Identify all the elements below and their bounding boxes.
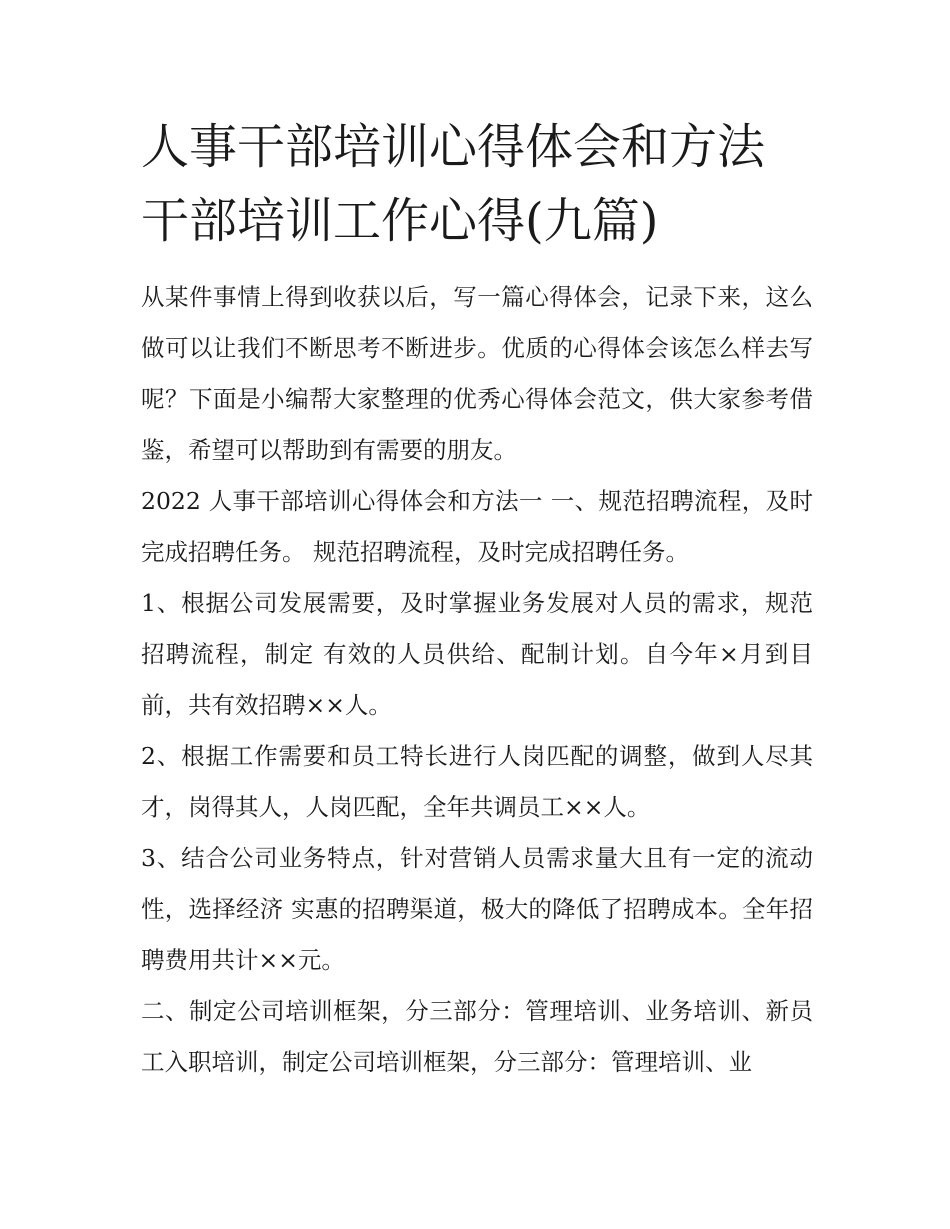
document-page <box>141 110 813 1088</box>
document-title <box>141 110 813 258</box>
title-line-2: 干部培训工作心得(九篇) <box>141 193 659 249</box>
document-body <box>141 272 813 1088</box>
list-item-3: 3、结合公司业务特点，针对营销人员需求量大且有一定的流动性，选择经济 实惠的招聘渠道，极大的降低了招聘成本。全年招聘费用共计××元。 <box>141 844 813 974</box>
list-item-1: 1、根据公司发展需要，及时掌握业务发展对人员的需求，规范招聘流程，制定 有效的人员供给、配制计划。自今年×月到目前，共有效招聘××人。 <box>141 589 813 719</box>
title-line-1: 人事干部培训心得体会和方法 <box>141 119 766 175</box>
list-item-2: 2、根据工作需要和员工特长进行人岗匹配的调整，做到人尽其才，岗得其人，人岗匹配，全年共调员工××人。 <box>141 742 813 821</box>
section-heading-paragraph: 2022 人事干部培训心得体会和方法一 一、规范招聘流程，及时完成招聘任务。 规范招聘流程，及时完成招聘任务。 <box>141 487 813 566</box>
intro-paragraph: 从某件事情上得到收获以后，写一篇心得体会，记录下来，这么做可以让我们不断思考不断进步。优质的心得体会该怎么样去写呢？下面是小编帮大家整理的优秀心得体会范文，供大家参考借鉴，希望可以帮助到有需要的朋友。 <box>141 283 813 464</box>
section-two-paragraph: 二、制定公司培训框架，分三部分：管理培训、业务培训、新员工入职培训，制定公司培训框架，分三部分：管理培训、业 <box>141 997 813 1076</box>
